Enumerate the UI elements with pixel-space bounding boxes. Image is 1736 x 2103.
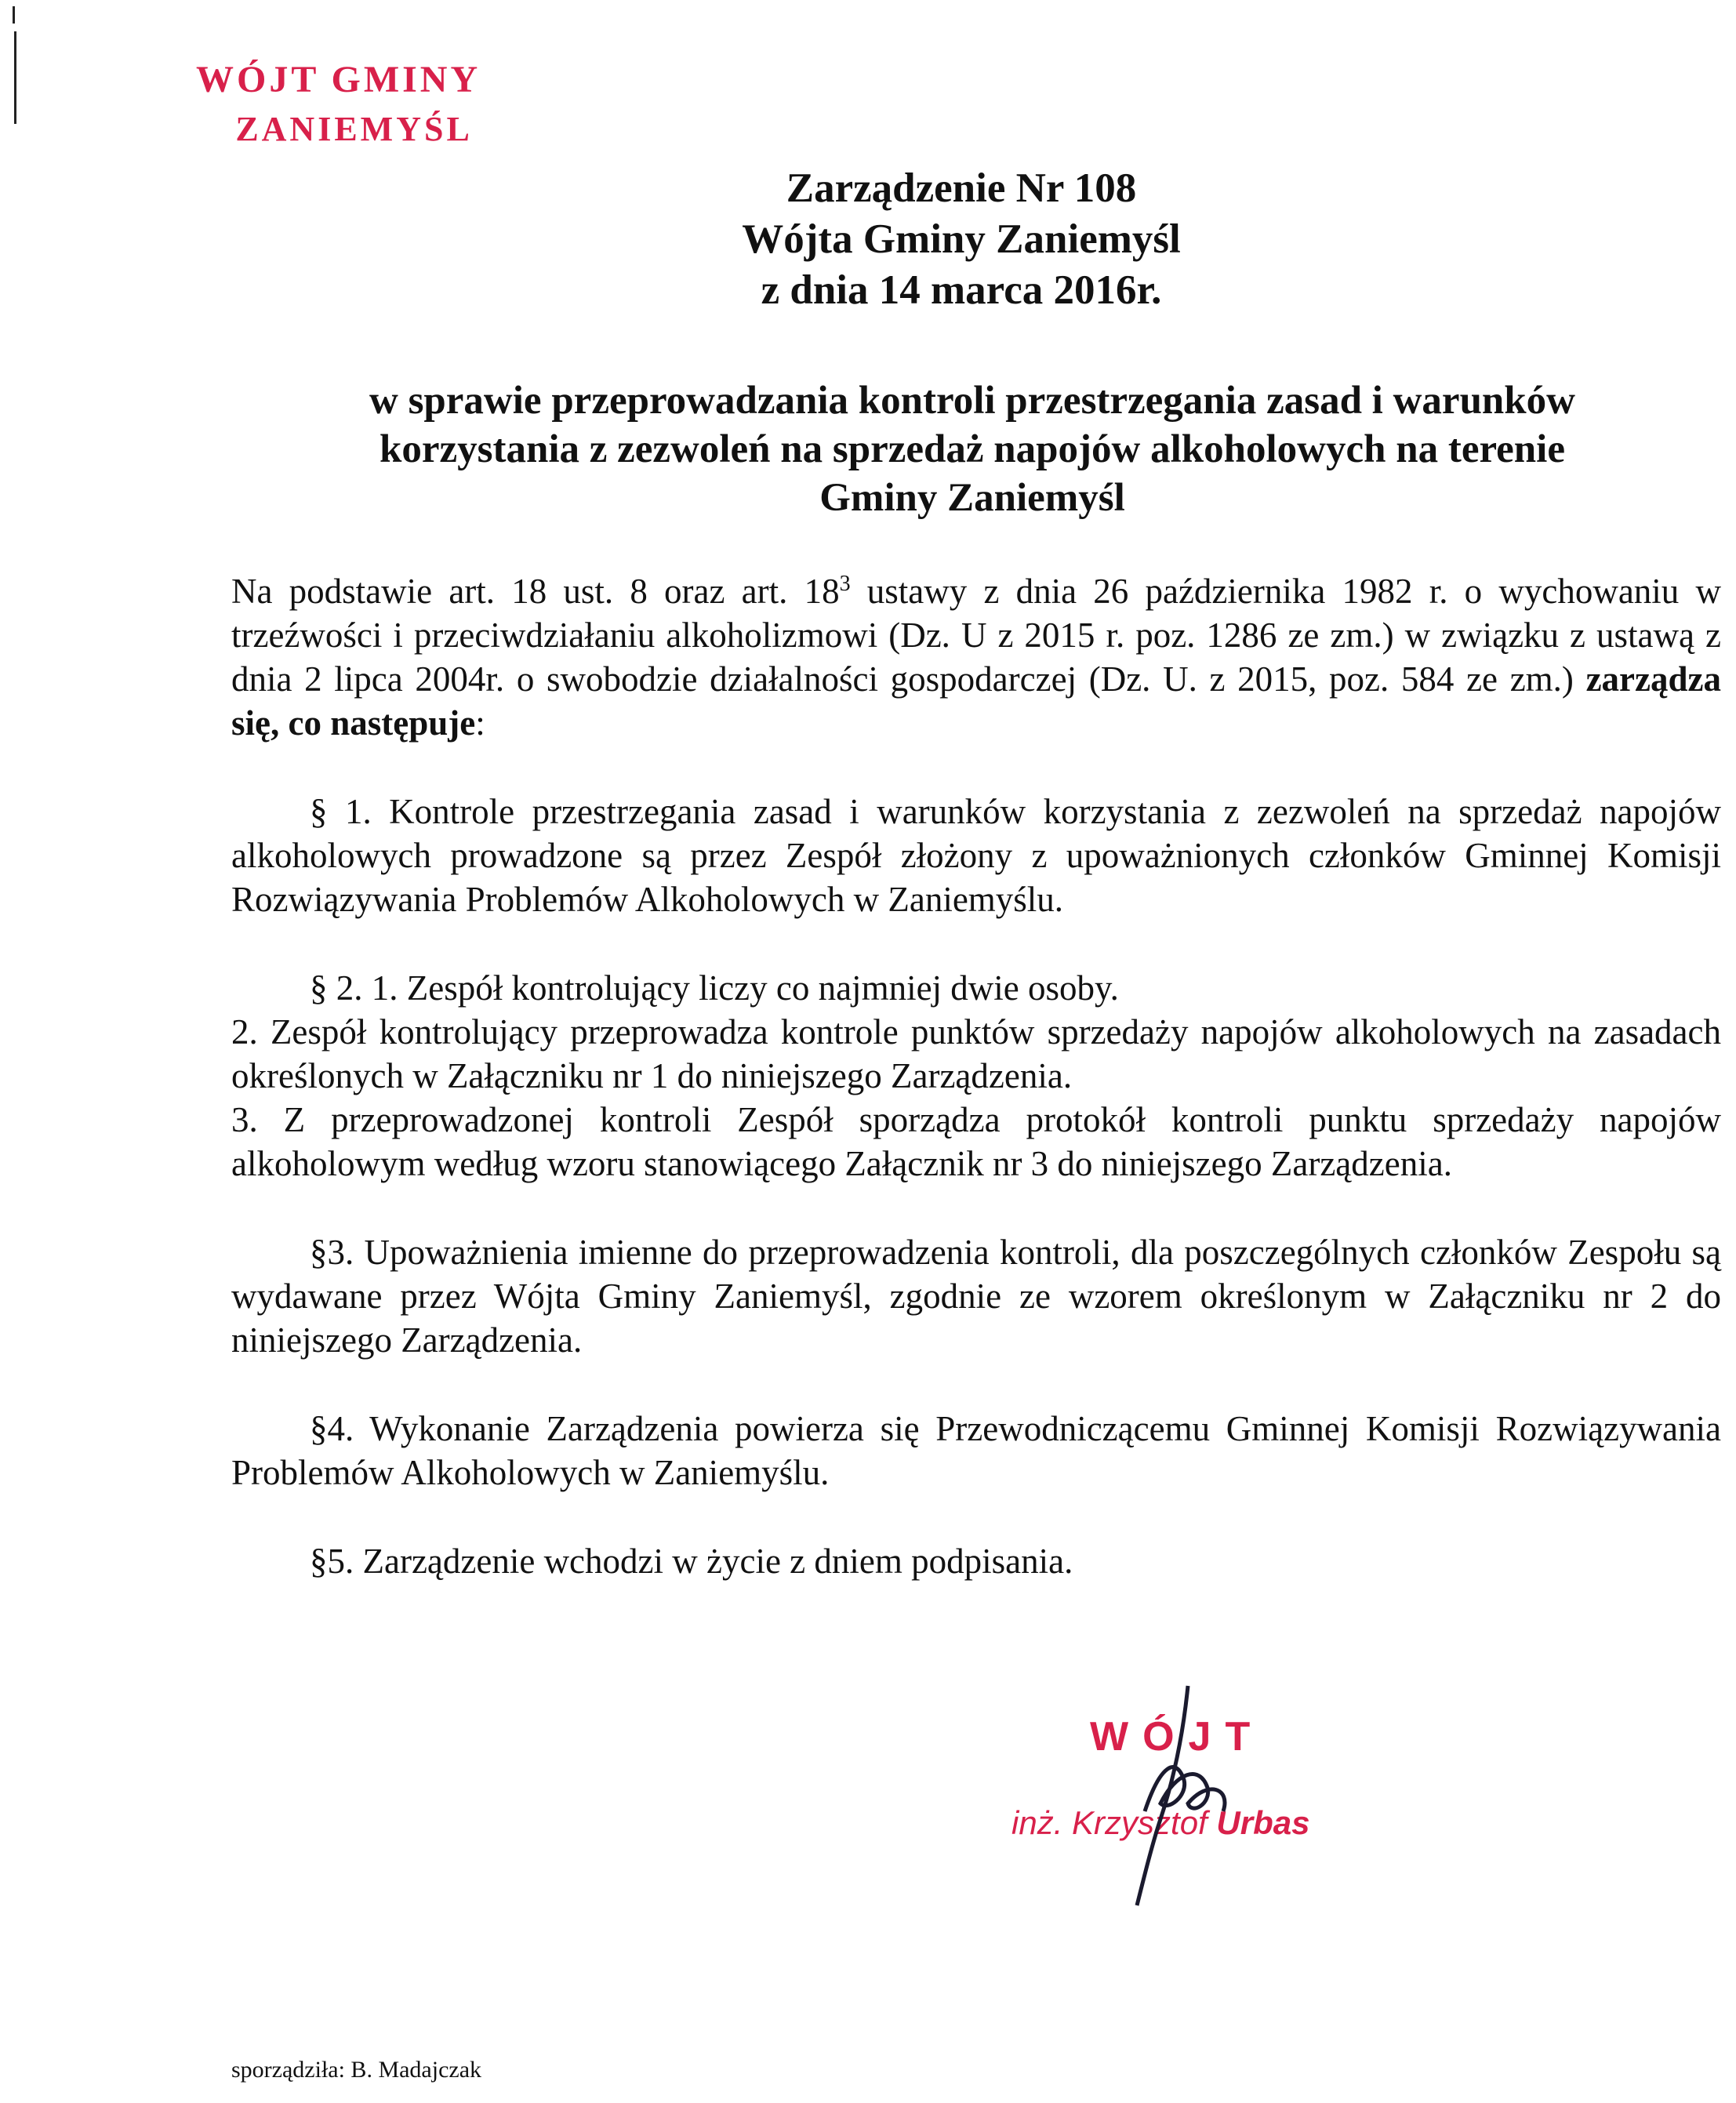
section-2-point-3: 3. Z przeprowadzonej kontroli Zespół sporządza protokół kontroli punktu sprzedaży napojów alkoholowym według wzoru stanowiącego Załącznik nr 3 do niniejszego Zarządzenia.	[231, 1100, 1721, 1183]
title-line-3: z dnia 14 marca 2016r.	[761, 267, 1162, 313]
document-subject	[259, 376, 1686, 522]
stamp-surname: Urbas	[1216, 1804, 1310, 1841]
handwritten-signature	[1113, 1678, 1270, 1913]
preamble-enacting-clause: zarządza się, co następuje	[231, 659, 1721, 743]
stamp-line-2: ZANIEMYŚL	[235, 110, 473, 148]
section-5: §5. Zarządzenie wchodzi w życie z dniem podpisania.	[310, 1542, 1073, 1581]
preamble-text-1: Na podstawie art. 18 ust. 8 oraz art. 18	[231, 572, 840, 611]
subject-line-3: Gminy Zaniemyśl	[819, 476, 1125, 520]
subject-line-1: w sprawie przeprowadzania kontroli przestrzegania zasad i warunków	[369, 379, 1575, 423]
document-title	[0, 163, 1736, 316]
subject-line-2: korzystania z zezwoleń na sprzedaż napojów alkoholowych na terenie	[380, 427, 1565, 471]
section-2-point-2: 2. Zespół kontrolujący przeprowadza kontrole punktów sprzedaży napojów alkoholowych na zasadach określonych w Załączniku nr 1 do niniejszego Zarządzenia.	[231, 1012, 1721, 1095]
section-2-point-1: § 2. 1. Zespół kontrolujący liczy co najmniej dwie osoby.	[310, 968, 1119, 1008]
stamp-title: WÓJT	[1090, 1714, 1265, 1760]
scan-artifact-tick	[13, 6, 15, 24]
section-1: § 1. Kontrole przestrzegania zasad i warunków korzystania z zezwoleń na sprzedaż napojów alkoholowych prowadzone są przez Zespół złożony z upoważnionych członków Gminnej Komisji Rozwiązywania Problemów Alkoholowych w Zaniemyślu.	[231, 792, 1721, 919]
stamp-first-name: inż. Krzysztof	[1011, 1804, 1208, 1841]
office-stamp-header	[196, 55, 481, 154]
preamble	[231, 569, 1721, 745]
preamble-text-2: ustawy z dnia 26 października 1982 r. o wychowaniu w trzeźwości i przeciwdziałaniu alkoholizmowi (Dz. U z 2015 r. poz. 1286 ze zm.) w związku z ustawą z dnia 2 lipca 2004r. o swobodzie działalności gospodarczej (Dz. U. z 2015, poz. 584 ze zm.)	[231, 572, 1721, 699]
document-body	[231, 569, 1721, 1583]
stamp-line-1: WÓJT GMINY	[196, 59, 481, 100]
title-line-2: Wójta Gminy Zaniemyśl	[742, 216, 1181, 262]
title-line-1: Zarządzenie Nr 108	[786, 165, 1137, 211]
scan-artifact-line	[14, 31, 16, 124]
section-4: §4. Wykonanie Zarządzenia powierza się Przewodniczącemu Gminnej Komisji Rozwiązywania Problemów Alkoholowych w Zaniemyślu.	[231, 1409, 1721, 1492]
section-3: §3. Upoważnienia imienne do przeprowadzenia kontroli, dla poszczególnych członków Zespołu są wydawane przez Wójta Gminy Zaniemyśl, zgodnie ze wzorem określonym w Załączniku nr 2 do niniejszego Zarządzenia.	[231, 1233, 1721, 1360]
prepared-by-note: sporządziła: B. Madajczak	[231, 2057, 482, 2083]
preamble-superscript: 3	[839, 572, 851, 596]
preamble-colon: :	[475, 703, 485, 743]
